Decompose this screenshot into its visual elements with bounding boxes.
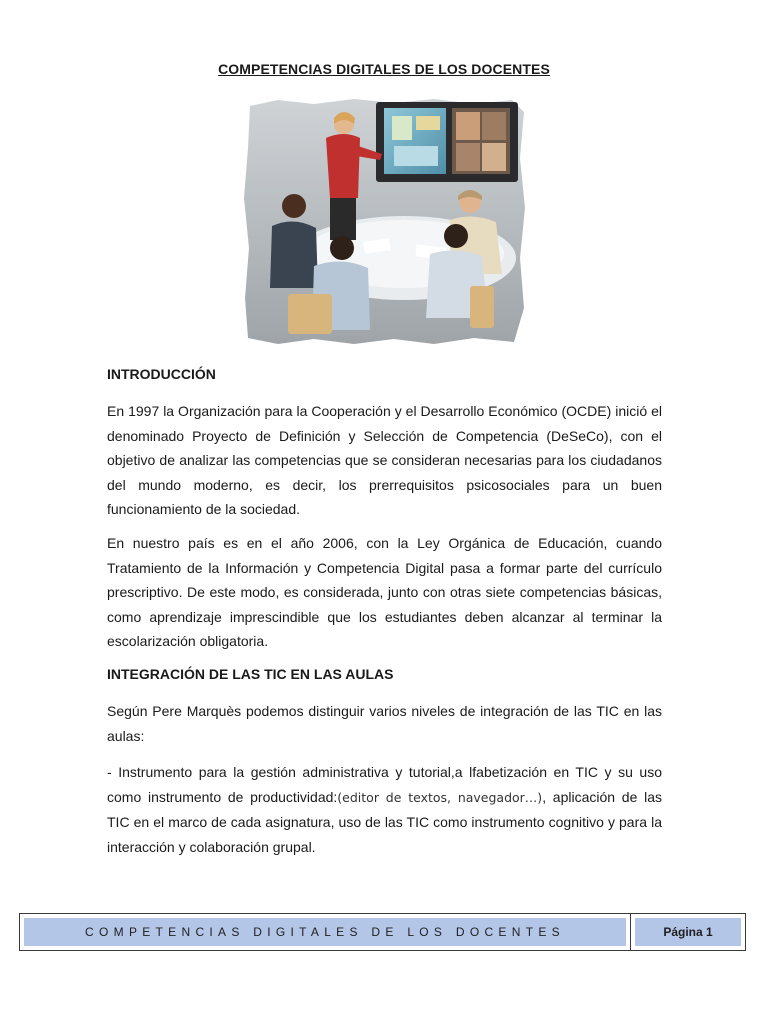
- tic-paragraph-2: [107, 760, 662, 859]
- tic-paragraph-2-example: (editor de textos, navegador…): [337, 789, 543, 805]
- footer-divider: [630, 914, 631, 950]
- meeting-photo: [244, 98, 526, 346]
- intro-paragraph-1: En 1997 la Organización para la Cooperación y el Desarrollo Económico (OCDE) inició el denominado Proyecto de Definición y Selección de Competencia (DeSeCo), con el objetivo de analizar las competencias que se consideran necesarias para los ciudadanos del mundo moderno, es decir, los prerrequisitos psicosociales para un buen funcionamiento de la sociedad.: [107, 403, 662, 517]
- tic-paragraph-2-end: , aplicación de las TIC en el marco de cada asignatura, uso de las TIC como instrumento cognitivo y para la interacción y colaboración grupal.: [107, 788, 662, 855]
- document-title: COMPETENCIAS DIGITALES DE LOS DOCENTES: [218, 61, 550, 77]
- footer-page-number: Página 1: [635, 918, 741, 946]
- tic-paragraph-1: Según Pere Marquès podemos distinguir varios niveles de integración de las TIC en las aulas:: [107, 703, 662, 744]
- heading-integracion-tic: INTEGRACIÓN DE LAS TIC EN LAS AULAS: [107, 666, 394, 682]
- page-footer: [19, 913, 746, 951]
- heading-introduccion: INTRODUCCIÓN: [107, 366, 216, 382]
- tic-paragraph-2-start: - Instrumento para la gestión administrativa y tutorial,a lfabetización en TIC y su uso como instrumento de productividad:: [107, 764, 662, 805]
- footer-title: COMPETENCIAS DIGITALES DE LOS DOCENTES: [24, 918, 626, 946]
- intro-paragraph-2: En nuestro país es en el año 2006, con la Ley Orgánica de Educación, cuando Tratamiento de la Información y Competencia Digital pasa a formar parte del currículo prescriptivo. De este modo, es considerada, junto con otras siete competencias básicas, como aprendizaje imprescindible que los estudiantes deben alcanzar al terminar la escolarización obligatoria.: [107, 535, 662, 649]
